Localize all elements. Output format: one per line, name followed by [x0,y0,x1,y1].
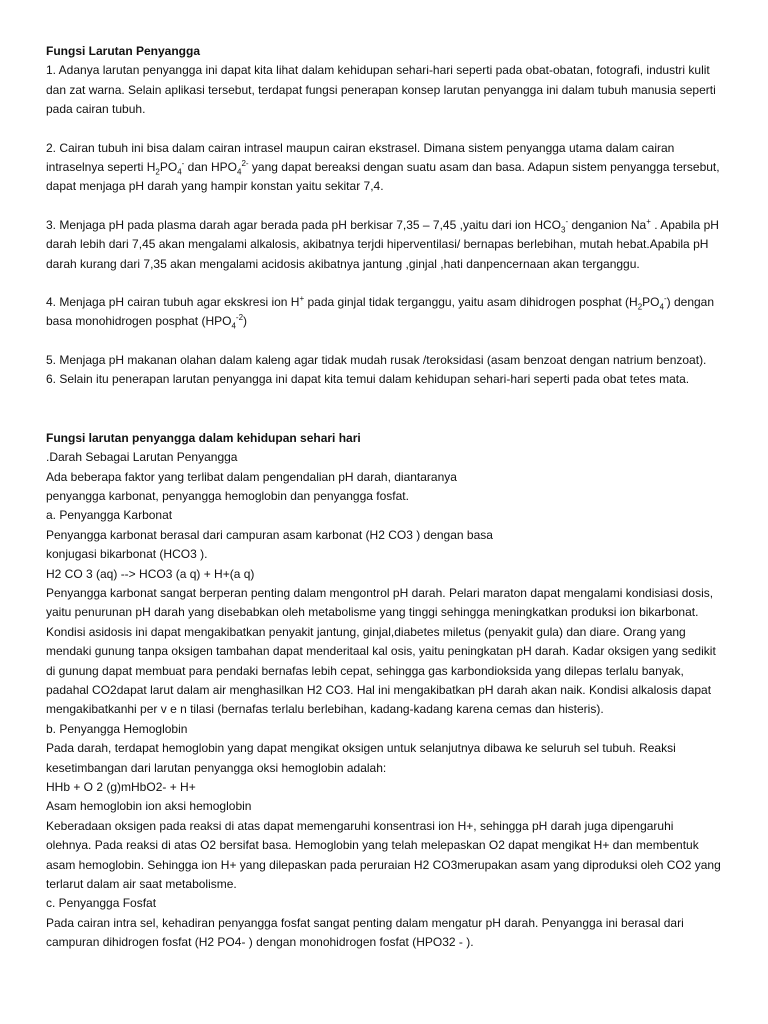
paragraph-4: 4. Menjaga pH cairan tubuh agar ekskresi ion H+ pada ginjal tidak terganggu, yaitu asam dihidrogen posphat $(H_2PO_4^-)$ dengan basa monohidrogen posphat $(HPO_4^{-2})$ [46,294,715,331]
subheading-carbonate: a. Penyangga Karbonat [46,508,173,523]
subheading-phosphate: c. Penyangga Fosfat [46,896,157,911]
spacer [46,274,722,293]
spacer [46,120,722,139]
spacer [46,332,722,351]
equation: H2 CO 3 (aq) --> HCO3 (a q) + H+(a q) [46,566,255,581]
line: penyangga karbonat, penyangga hemoglobin dan penyangga fosfat. [46,488,409,503]
line: Penyangga karbonat berasal dari campuran asam karbonat (H2 CO3 ) dengan basa [46,527,493,542]
spacer [46,197,722,216]
paragraph-1: 1. Adanya larutan penyangga ini dapat kita lihat dalam kehidupan sehari-hari seperti pada obat-obatan, fotografi, industri kulit dan zat warna. Selain aplikasi tersebut, terdapat fungsi penerapan konsep larutan penyangga ini dalam tubuh manusia seperti pada cairan tubuh. [46,63,716,117]
line: konjugasi bikarbonat (HCO3 ). [46,547,208,562]
paragraph-2: 2. Cairan tubuh ini bisa dalam cairan intrasel maupun cairan ekstrasel. Dimana sistem penyangga utama dalam cairan intraselnya seperti $H_2PO_4^-$ dan $HPO_4^{2-}$ yang dapat bereaksi dengan suatu asam dan basa. Adapun sistem penyangga tersebut, dapat menjaga pH darah yang hampir konstan yaitu sekitar 7,4. [46,140,720,194]
spacer [46,390,722,429]
equation: HHb + O 2 (g)m⁡HbO2- + H+ [46,780,196,794]
section-title-2: Fungsi larutan penyangga dalam kehidupan sehari hari [46,430,361,445]
paragraph-5: 5. Menjaga pH makanan olahan dalam kaleng agar tidak mudah rusak /teroksidasi (asam benzoat dengan natrium benzoat). [46,352,707,367]
paragraph-3: 3. Menjaga pH pada plasma darah agar berada pada pH berkisar 7,35 – 7,45 ,yaitu dari ion $HCO_3^-$ denganion Na+ . Apabila pH darah lebih dari 7,45 akan mengalami alkalosis, akibatnya terjdi hiperventilasi/ bernapas berlebihan, mutah hebat.Apabila pH darah kurang dari 7,35 akan mengalami acidosis akibatnya jantung ,ginjal ,hati danpencernaan akan terganggu. [46,216,719,271]
paragraph: Keberadaan oksigen pada reaksi di atas dapat memengaruhi konsentrasi ion H+, sehingga pH darah juga dipengaruhi olehnya. Pada reaksi di atas O2 bersifat basa. Hemoglobin yang telah melepaskan O2 dapat mengikat H+ dan membentuk asam hemoglobin. Sehingga ion H+ yang dilepaskan pada peruraian H2 CO3merupakan asam yang diproduksi oleh CO2 yang terlarut dalam air saat metabolisme. [46,818,721,892]
line: .Darah Sebagai Larutan Penyangga [46,450,238,465]
paragraph: Penyangga karbonat sangat berperan penting dalam mengontrol pH darah. Pelari maraton dapat mengalami kondisiasi dosis, yaitu penurunan pH darah yang disebabkan oleh metabolisme yang tinggi sehingga meningkatkan produksi ion bikarbonat. Kondisi asidosis ini dapat mengakibatkan penyakit jantung, ginjal,diabetes miletus (penyakit gula) dan diare. Orang yang mendaki gunung tanpa oksigen tambahan dapat menderitaal kal osis, yaitu peningkatan pH darah. Kadar oksigen yang sedikit di gunung dapat membuat para pendaki bernafas lebih cepat, sehingga gas karbondioksida yang dilepas terlalu banyak, padahal CO2dapat larut dalam air menghasilkan H2 CO3. Hal ini mengakibatkan pH darah akan naik. Kondisi alkalosis dapat mengakibatkanhi per v e n tilasi (bernafas terlalu berlebihan, kadang-kadang karena cemas dan histeris). [46,585,716,717]
section-title: Fungsi Larutan Penyangga [46,44,201,58]
line: Asam hemoglobin ion aksi hemoglobin [46,799,252,814]
paragraph: Pada darah, terdapat hemoglobin yang dapat mengikat oksigen untuk selanjutnya dibawa ke seluruh sel tubuh. Reaksi kesetimbangan dari larutan penyangga oksi hemoglobin adalah: [46,741,676,775]
paragraph-6: 6. Selain itu penerapan larutan penyangga ini dapat kita temui dalam kehidupan sehari-hari seperti pada obat tetes mata. [46,372,690,387]
paragraph: Pada cairan intra sel, kehadiran penyangga fosfat sangat penting dalam mengatur pH darah. Penyangga ini berasal dari campuran dihidrogen fosfat (H2 PO4- ) dengan monohidrogen fosfat (HPO32 - ). [46,915,684,950]
subheading-hemoglobin: b. Penyangga Hemoglobin [46,721,188,736]
line: Ada beberapa faktor yang terlibat dalam pengendalian pH darah, diantaranya [46,469,457,484]
